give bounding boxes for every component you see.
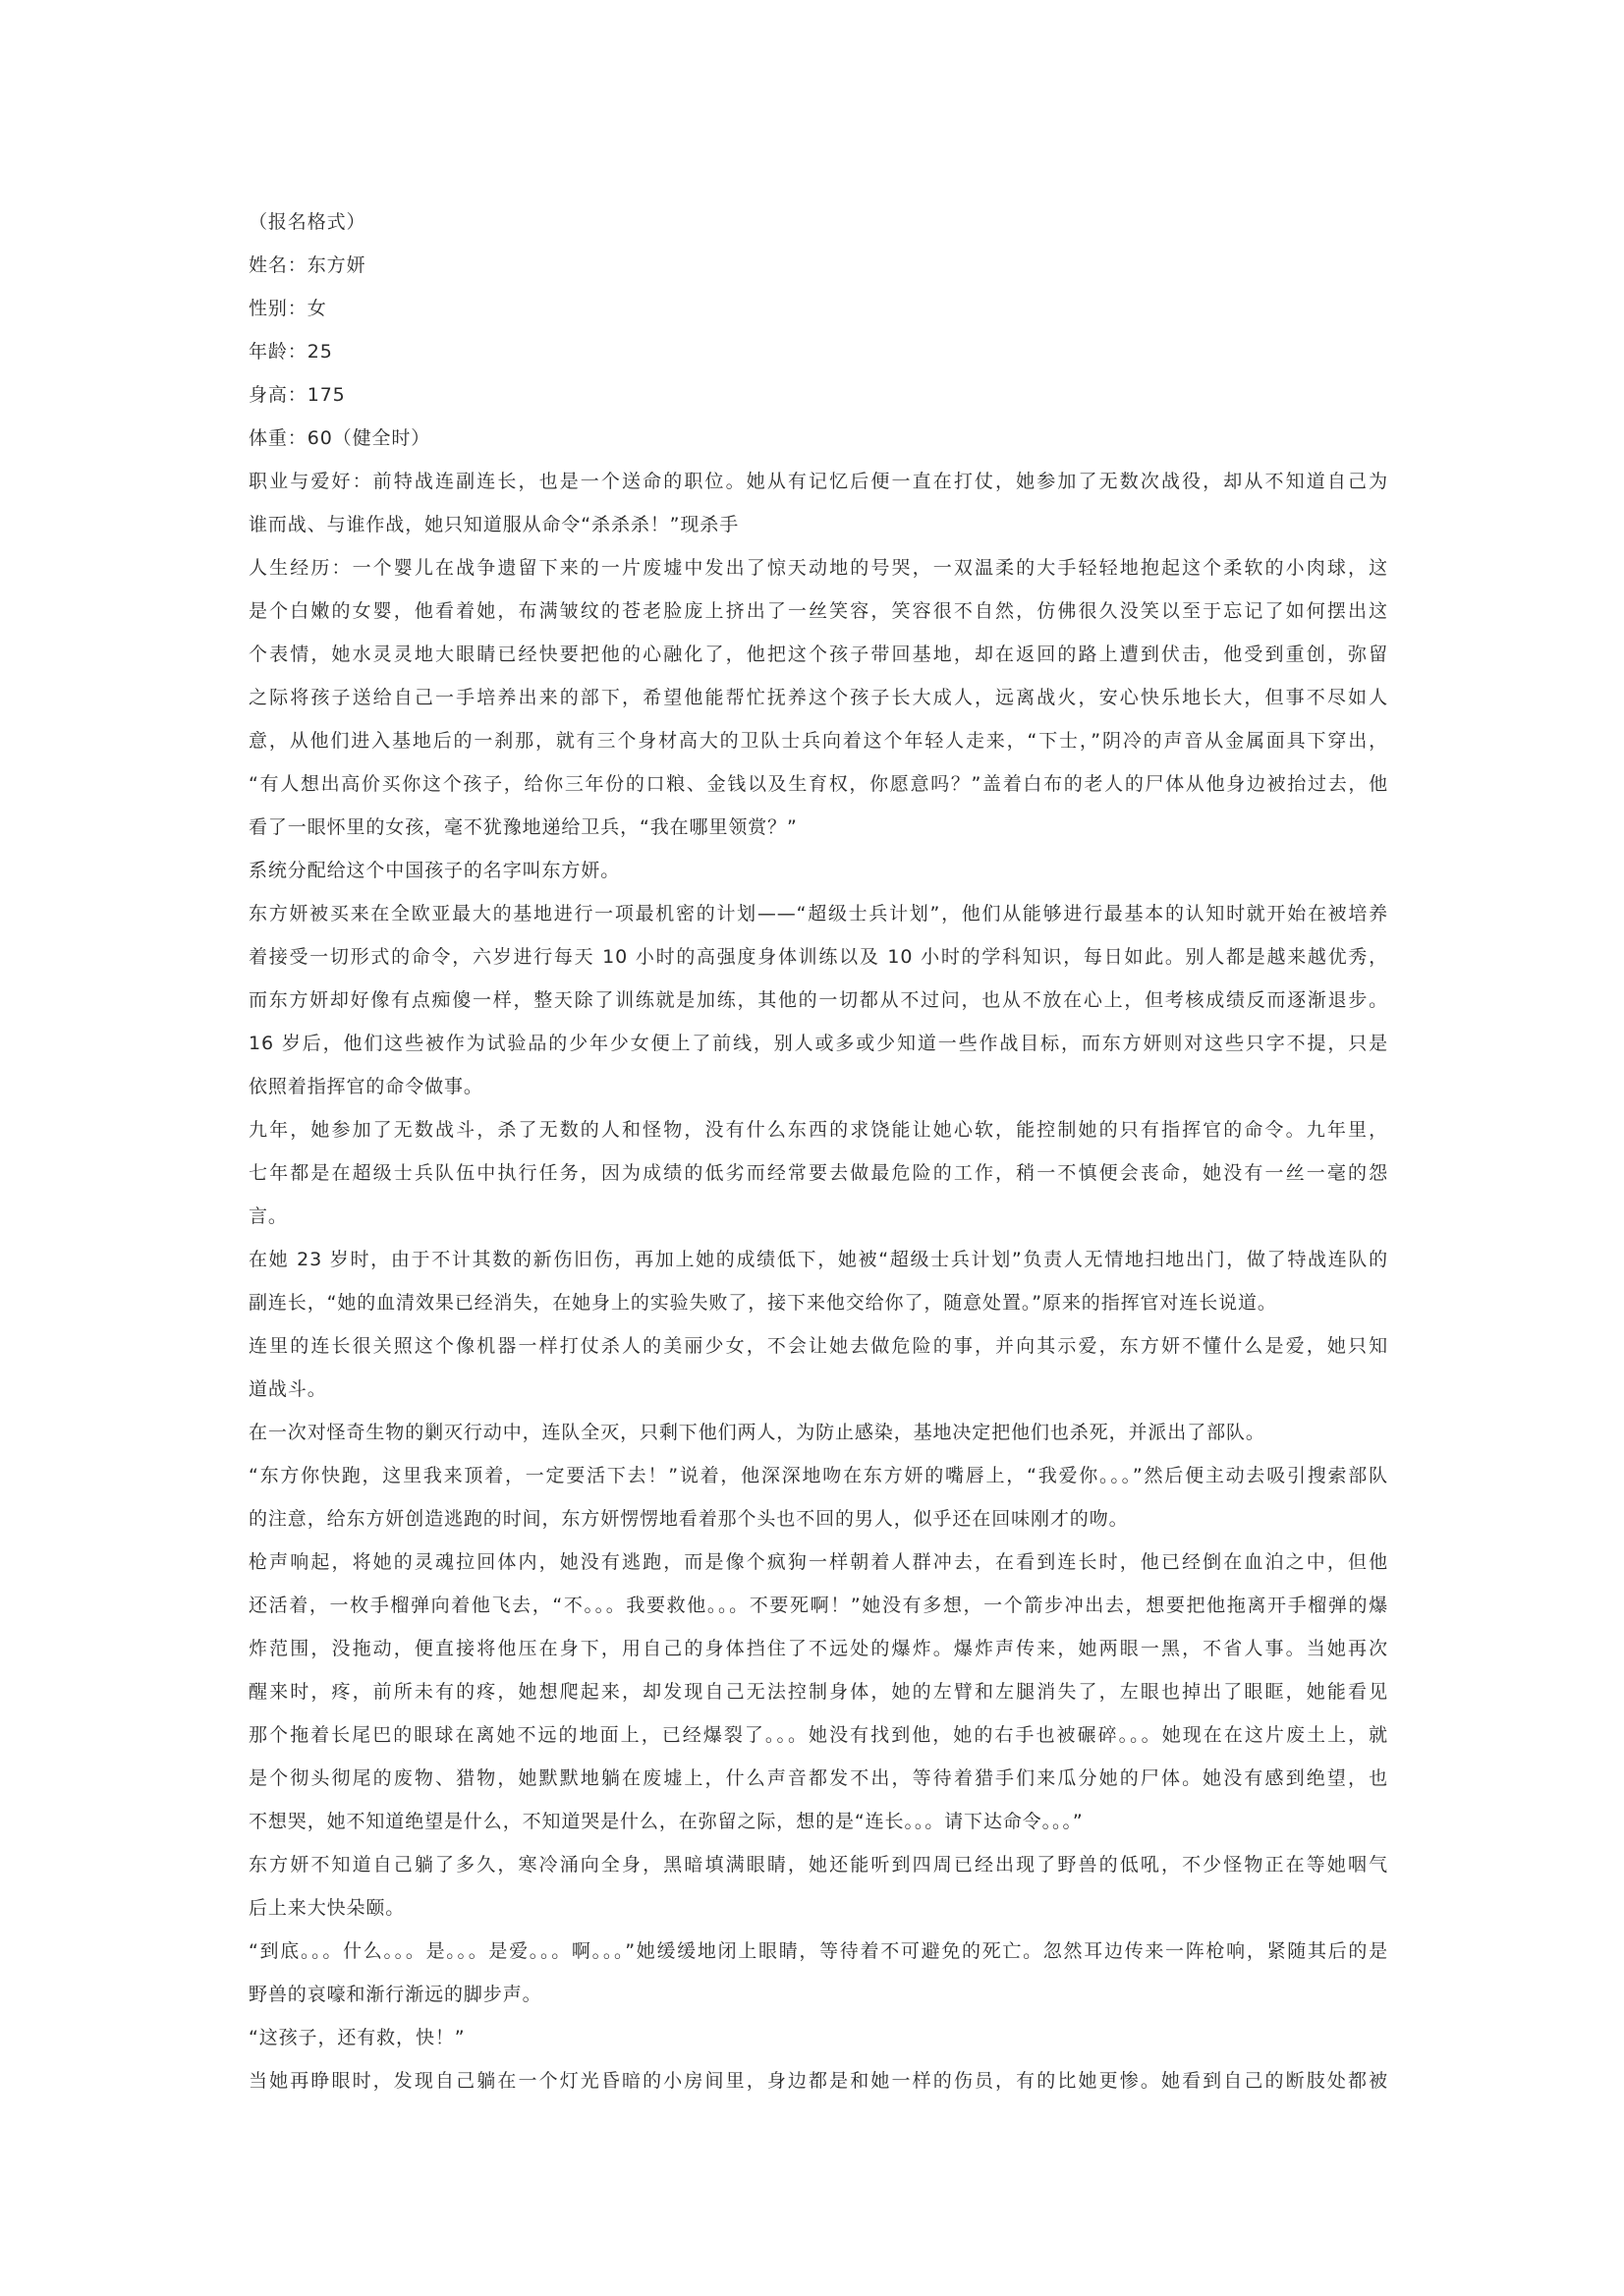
text-line: 九年，她参加了无数战斗，杀了无数的人和怪物，没有什么东西的求饶能让她心软，能控制她的只有指挥官的命令。九年里， [249,1119,1388,1141]
text-line: 当她再睁眼时，发现自己躺在一个灯光昏暗的小房间里，身边都是和她一样的伤员，有的比她更惨。她看到自己的断肢处都被 [249,2070,1388,2092]
text-line: 还活着，一枚手榴弹向着他飞去，“不。。。我要救他。。。不要死啊！”她没有多想，一个箭步冲出去，想要把他拖离开手榴弹的爆 [249,1595,1388,1616]
text-line: 是个彻头彻尾的废物、猎物，她默默地躺在废墟上，什么声音都发不出，等待着猎手们来瓜分她的尸体。她没有感到绝望，也 [249,1767,1388,1789]
text-line: 身高：175 [249,384,346,406]
text-line: 在她 23 岁时，由于不计其数的新伤旧伤，再加上她的成绩低下，她被“超级士兵计划”负责人无情地扫地出门，做了特战连队的 [249,1249,1388,1270]
text-line: 在一次对怪奇生物的剿灭行动中，连队全灭，只剩下他们两人，为防止感染，基地决定把他们也杀死，并派出了部队。 [249,1422,1265,1443]
text-line: 那个拖着长尾巴的眼球在离她不远的地面上，已经爆裂了。。。她没有找到他，她的右手也被碾碎。。。她现在在这片废土上，就 [249,1724,1388,1746]
text-line: 言。 [249,1205,288,1227]
text-line: 副连长，“她的血清效果已经消失，在她身上的实验失败了，接下来他交给你了，随意处置。”原来的指挥官对连长说道。 [249,1292,1277,1314]
text-line: 看了一眼怀里的女孩，毫不犹豫地递给卫兵，“我在哪里领赏？” [249,816,798,838]
text-line: 16 岁后，他们这些被作为试验品的少年少女便上了前线，别人或多或少知道一些作战目标，而东方妍则对这些只字不提，只是 [249,1033,1388,1054]
text-line: 炸范围，没拖动，便直接将他压在身下，用自己的身体挡住了不远处的爆炸。爆炸声传来，她两眼一黑，不省人事。当她再次 [249,1638,1388,1659]
text-line: 体重：60（健全时） [249,427,431,449]
text-line: 个表情，她水灵灵地大眼睛已经快要把他的心融化了，他把这个孩子带回基地，却在返回的路上遭到伏击，他受到重创，弥留 [249,644,1388,665]
text-line: 依照着指挥官的命令做事。 [249,1076,483,1097]
text-line: “有人想出高价买你这个孩子，给你三年份的口粮、金钱以及生育权，你愿意吗？”盖着白布的老人的尸体从他身边被抬过去，他 [249,773,1388,795]
text-line: 系统分配给这个中国孩子的名字叫东方妍。 [249,860,621,881]
document-body [249,200,1388,2102]
text-line: 连里的连长很关照这个像机器一样打仗杀人的美丽少女，不会让她去做危险的事，并向其示爱，东方妍不懂什么是爱，她只知 [249,1335,1388,1357]
text-line: 七年都是在超级士兵队伍中执行任务，因为成绩的低劣而经常要去做最危险的工作，稍一不慎便会丧命，她没有一丝一毫的怨 [249,1162,1388,1184]
text-line: “到底。。。什么。。。是。。。是爱。。。啊。。。”她缓缓地闭上眼睛，等待着不可避免的死亡。忽然耳边传来一阵枪响，紧随其后的是 [249,1940,1388,1962]
text-line: 年龄：25 [249,341,333,363]
text-line: “东方你快跑，这里我来顶着，一定要活下去！”说着，他深深地吻在东方妍的嘴唇上，“我爱你。。。”然后便主动去吸引搜索部队 [249,1465,1388,1486]
text-line: 是个白嫩的女婴，他看着她，布满皱纹的苍老脸庞上挤出了一丝笑容，笑容很不自然，仿佛很久没笑以至于忘记了如何摆出这 [249,600,1388,622]
text-line: 职业与爱好：前特战连副连长，也是一个送命的职位。她从有记忆后便一直在打仗，她参加了无数次战役，却从不知道自己为 [249,471,1388,492]
text-line: 人生经历：一个婴儿在战争遗留下来的一片废墟中发出了惊天动地的号哭，一双温柔的大手轻轻地抱起这个柔软的小肉球，这 [249,557,1388,579]
text-line: 醒来时，疼，前所未有的疼，她想爬起来，却发现自己无法控制身体，她的左臂和左腿消失了，左眼也掉出了眼眶，她能看见 [249,1681,1388,1703]
text-line: 性别：女 [249,298,327,319]
text-line: “这孩子，还有救，快！” [249,2027,466,2048]
text-line: 意，从他们进入基地后的一刹那，就有三个身材高大的卫队士兵向着这个年轻人走来，“下士，”阴冷的声音从金属面具下穿出， [249,730,1388,752]
text-line: 姓名：东方妍 [249,254,366,276]
text-line: 不想哭，她不知道绝望是什么，不知道哭是什么，在弥留之际，想的是“连长。。。请下达命令。。。” [249,1811,1084,1832]
text-line: 枪声响起，将她的灵魂拉回体内，她没有逃跑，而是像个疯狗一样朝着人群冲去，在看到连长时，他已经倒在血泊之中，但他 [249,1551,1388,1573]
text-line: 着接受一切形式的命令，六岁进行每天 10 小时的高强度身体训练以及 10 小时的学科知识，每日如此。别人都是越来越优秀， [249,946,1388,968]
text-line: 之际将孩子送给自己一手培养出来的部下，希望他能帮忙抚养这个孩子长大成人，远离战火，安心快乐地长大，但事不尽如人 [249,687,1388,708]
text-line: 东方妍不知道自己躺了多久，寒冷涌向全身，黑暗填满眼睛，她还能听到四周已经出现了野兽的低吼，不少怪物正在等她咽气 [249,1854,1388,1876]
text-line: 道战斗。 [249,1378,327,1400]
text-line: 而东方妍却好像有点痴傻一样，整天除了训练就是加练，其他的一切都从不过问，也从不放在心上，但考核成绩反而逐渐退步。 [249,989,1388,1011]
text-line: （报名格式） [249,211,366,233]
text-line: 东方妍被买来在全欧亚最大的基地进行一项最机密的计划——“超级士兵计划”，他们从能够进行最基本的认知时就开始在被培养 [249,903,1388,924]
text-line: 野兽的哀嚎和渐行渐远的脚步声。 [249,1984,542,2005]
text-line: 后上来大快朵颐。 [249,1897,406,1919]
text-line: 的注意，给东方妍创造逃跑的时间，东方妍愣愣地看着那个头也不回的男人，似乎还在回味刚才的吻。 [249,1508,1129,1530]
text-line: 谁而战、与谁作战，她只知道服从命令“杀杀杀！”现杀手 [249,514,740,535]
